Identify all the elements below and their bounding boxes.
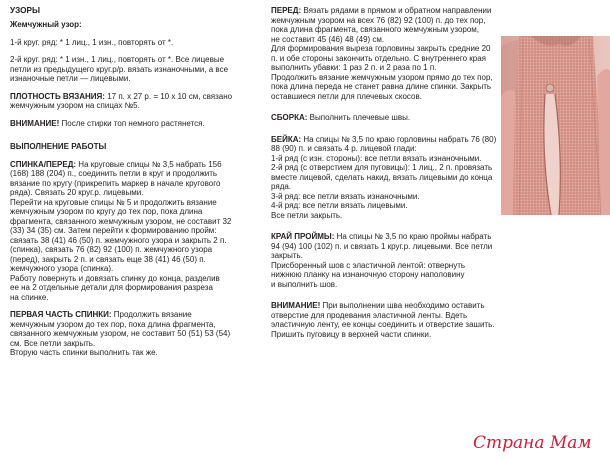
assembly-text: Выполнить плечевые швы.: [307, 113, 411, 122]
work-heading: ВЫПОЛНЕНИЕ РАБОТЫ: [10, 142, 107, 151]
density-heading: ПЛОТНОСТЬ ВЯЗАНИЯ:: [10, 91, 105, 101]
pearl-heading: Жемчужный узор:: [10, 20, 82, 29]
right-column: [271, 6, 499, 339]
back-front-text: На круговые спицы № 3,5 набрать 156 (168) 188 (204) п., соединить петли в круг и продолжить вязание по кругу (прикрепить маркер в начале кругового ряда). Связать 20 круг.р. лицевыми. Перейти на круговые спицы № 5 и продолжить вязание жемчужным узором по кругу до тех пор, пока длина фрагмента, связанного жемчужным узором, не составит 32 (33) 34 (35) см. Затем перейти к формированию пройм: связать 38 (41) 46 (50) п. жемчужного узора и закрыть 2 п. (спинка), связать 76 (82) 92 (100) п. жемчужного узора (перед), закрыть 2 п. и связать еще 38 (41) 46 (50) п. жемчужного узора (спинка). Работу повернуть и довязать спинку до конца, разделив ее на 2 отдельные детали для формирования разреза на спинке.: [10, 159, 232, 302]
garment-photo: [501, 36, 610, 215]
warning-text: При выполнении шва необходимо оставить отверстие для продевания эластичной ленты. Вдеть эластичную ленту, ее концы соединить и отверстие зашить. Пришить пуговицу в верхней части спинки.: [271, 301, 495, 339]
trim-row-4: 4-й ряд: все петли вязать лицевыми.: [271, 201, 408, 210]
watermark: [473, 433, 610, 455]
armhole-paragraph: [271, 232, 499, 289]
note-paragraph: [10, 119, 262, 129]
warning-paragraph: [271, 301, 499, 339]
button-icon: [546, 84, 554, 92]
armhole-text: На спицы № 3,5 по краю проймы набрать 94 (94) 100 (102) п. и связать 1 круг.р. лицевыми. Все петли закрыть. Присборенный шов с эластичной лентой: отвернуть нижнюю планку на изнаночную сторону наполовину и выполнить шов.: [271, 232, 493, 289]
front-heading: ПЕРЕД:: [271, 6, 302, 15]
trim-row-1: 1-й ряд (с изн. стороны): все петли вязать изнаночными.: [271, 153, 482, 163]
watermark-text: Страна Мам: [473, 433, 592, 453]
knitted-top-illustration: [501, 36, 610, 215]
back-first-paragraph: [10, 310, 262, 358]
density-paragraph: [10, 92, 262, 111]
back-front-paragraph: [10, 160, 262, 303]
armhole-heading: КРАЙ ПРОЙМЫ:: [271, 232, 335, 241]
pearl-row-1: 1-й круг. ряд: * 1 лиц., 1 изн., повторять от *.: [10, 37, 174, 47]
assembly-heading: СБОРКА:: [271, 113, 308, 122]
trim-row-2: 2-й ряд (с отверстием для пуговицы): 1 лиц., 2 п. провязать вместе лицевой, сделать накид, вязать лицевыми до конца ряда.: [271, 163, 493, 191]
front-paragraph: [271, 6, 499, 101]
trim-paragraph: [271, 135, 499, 154]
trim-heading: БЕЙКА:: [271, 134, 302, 144]
pearl-row-2: 2-й круг. ряд: * 1 изн., 1 лиц., повторять от *. Все лицевые петли из предыдущего круг.р/р. вязать изнаночными, а все изнаночные петли — лицевыми.: [10, 55, 229, 83]
assembly-paragraph: [271, 113, 499, 123]
back-first-text: Продолжить вязание жемчужным узором до тех пор, пока длина фрагмента, связанного жемчужным узором, не составит 50 (51) 53 (54) см. Все петли закрыть. Вторую часть спинки выполнить так же.: [10, 310, 231, 357]
patterns-title: УЗОРЫ: [10, 6, 40, 15]
density-text: 17 п. x 27 р. = 10 x 10 см, связано жемчужным узором на спицах №5.: [10, 91, 233, 110]
left-column: [10, 6, 262, 358]
front-text: Вязать рядами в прямом и обратном направлении жемчужным узором на всех 76 (82) 92 (100) п. до тех пор, пока длина фрагмента, связанного жемчужным узором, не составит 45 (46) 48 (49) см. Для формирования выреза горловины закрыть средние 20 п. и обе стороны закончить отдельно. С внутреннего края выполнить убавки: 1 раз 2 п. и 2 раза по 1 п. Продолжить вязание жемчужным узором прямо до тех пор, пока длина переда не станет равна длине спинки. Закрыть оставшиеся петли для плечевых скосов.: [271, 6, 493, 101]
note-text: После стирки топ немного растянется.: [59, 118, 205, 128]
trim-row-5: Все петли закрыть.: [271, 210, 343, 220]
note-heading: ВНИМАНИЕ!: [10, 118, 60, 128]
back-first-heading: ПЕРВАЯ ЧАСТЬ СПИНКИ:: [10, 310, 112, 319]
trim-text: На спицы № 3,5 по краю горловины набрать 76 (80) 88 (90) п. и связать 4 р. лицевой глади:: [271, 134, 497, 153]
back-front-heading: СПИНКА/ПЕРЕД:: [10, 159, 77, 169]
warning-heading: ВНИМАНИЕ!: [271, 301, 321, 310]
trim-row-3: 3-й ряд: все петли вязать изнаночными.: [271, 191, 420, 201]
